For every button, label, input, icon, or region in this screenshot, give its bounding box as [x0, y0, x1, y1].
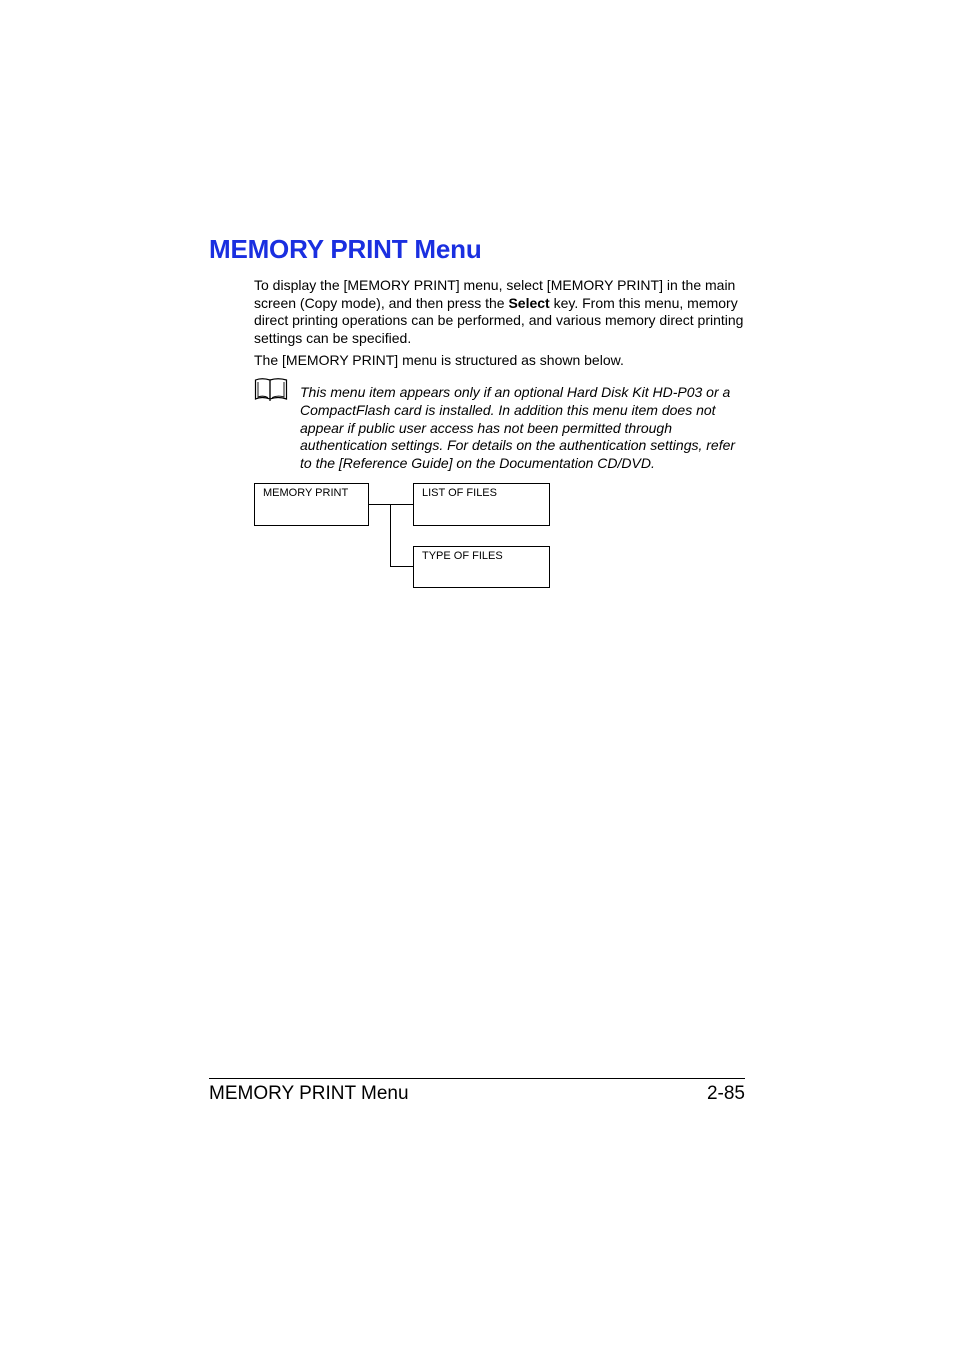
- connector-vertical: [390, 504, 391, 567]
- connector-to-type: [390, 566, 413, 567]
- structure-paragraph: The [MEMORY PRINT] menu is structured as shown below.: [254, 352, 624, 368]
- note-text: This menu item appears only if an optional Hard Disk Kit HD-P03 or a CompactFlash card is installed. In addition this menu item does not appear if public user access has not been permitted through authentication settings. For details on the authentication settings, refer to the [Reference Guide] on the Documentation CD/DVD.: [300, 384, 736, 472]
- book-icon: [254, 378, 290, 402]
- menu-box-type-of-files: [413, 546, 550, 588]
- intro-text-end: key. From this menu, memory direct printing operations can be performed, and various memory direct printing settings can be specified.: [254, 294, 744, 347]
- menu-box-label: LIST OF FILES: [422, 487, 497, 499]
- page-title: MEMORY PRINT Menu: [209, 234, 482, 264]
- footer-section-title: MEMORY PRINT Menu: [209, 1083, 409, 1104]
- intro-text-start: To display the [MEMORY PRINT] menu, select [MEMORY PRINT] in the main screen (Copy mode), and then press the: [254, 277, 736, 311]
- intro-paragraph: [254, 277, 746, 348]
- menu-box-list-of-files: [413, 483, 550, 526]
- menu-box-memory-print: [254, 483, 369, 526]
- select-key-label: Select: [508, 294, 550, 311]
- page-number: 2-85: [706, 1083, 745, 1104]
- menu-box-label: MEMORY PRINT: [263, 487, 349, 499]
- menu-box-label: TYPE OF FILES: [422, 550, 503, 562]
- footer-divider: [209, 1078, 745, 1079]
- connector-root-to-list: [369, 504, 413, 505]
